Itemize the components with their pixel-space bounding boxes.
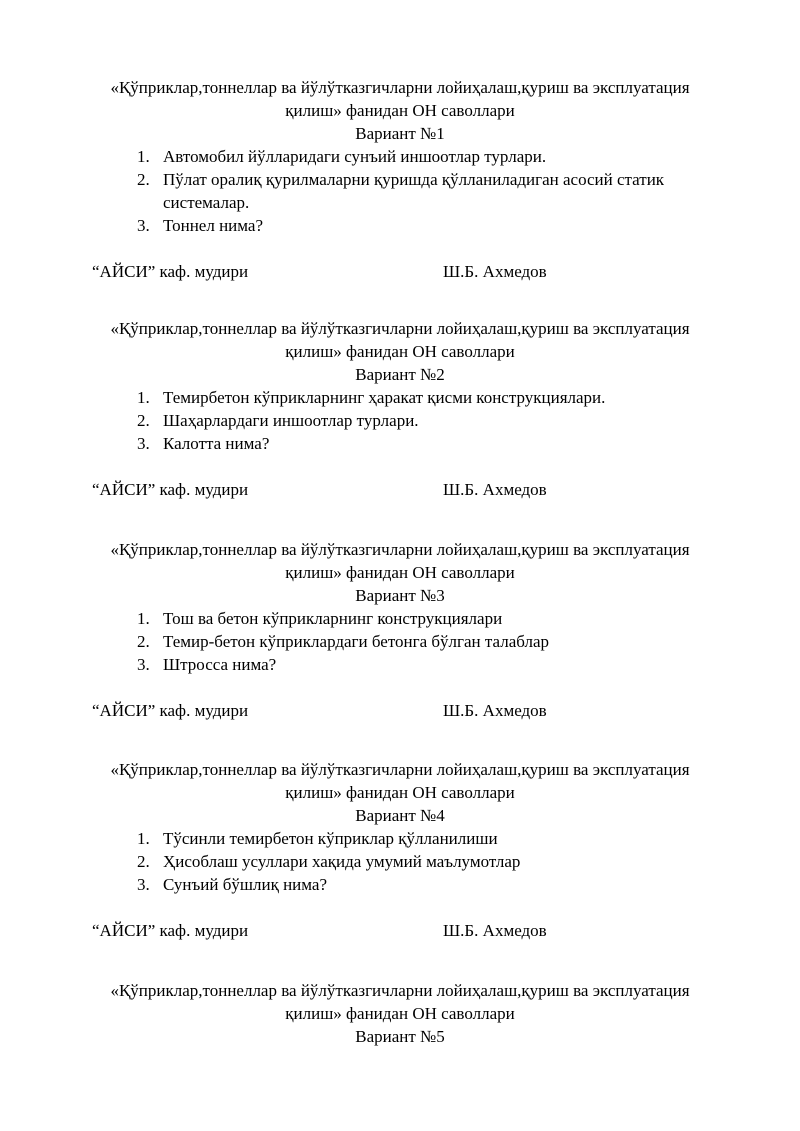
question-item [0,850,800,873]
question-text: Ҳисоблаш усуллари хақида умумий маълумотлар [163,852,521,871]
question-number: 1. [137,147,150,166]
variant-label: Вариант №5 [355,1027,445,1046]
variant-2 [0,317,800,501]
question-item [0,630,800,653]
question-number: 3. [137,875,150,894]
signature-name: Ш.Б. Ахмедов [443,480,547,499]
question-text: Пўлат оралиқ қурилмаларни қуришда қўлланиладиган асосий статик системалар. [163,170,665,212]
question-number: 2. [137,852,150,871]
course-title-line2: қилиш» фанидан ОН саволлари [285,783,515,802]
question-item [0,409,800,432]
question-text: Тўсинли темирбетон кўприклар қўлланилиши [163,829,498,848]
course-title-line1: «Қўприклар,тоннеллар ва йўлўтказгичларни лойиҳалаш,қуриш ва эксплуатация [110,78,690,97]
variant-4-heading [0,758,800,827]
variant-5 [0,979,800,1048]
question-item [0,653,800,676]
question-number: 2. [137,170,150,189]
question-number: 1. [137,829,150,848]
question-number: 3. [137,434,150,453]
signature-name: Ш.Б. Ахмедов [443,921,547,940]
question-list [0,827,800,896]
variant-5-heading [0,979,800,1048]
variant-4 [0,758,800,942]
course-title-line2: қилиш» фанидан ОН саволлари [285,1004,515,1023]
question-item [0,168,800,214]
signature-line [0,260,800,283]
question-text: Шаҳарлардаги иншоотлар турлари. [163,411,419,430]
signature-line [0,478,800,501]
question-number: 1. [137,609,150,628]
question-text: Темирбетон кўприкларнинг ҳаракат қисми конструкциялари. [163,388,606,407]
question-text: Тоннел нима? [163,216,264,235]
variant-label: Вариант №3 [355,586,445,605]
signature-position: “АЙСИ” каф. мудири [92,921,249,940]
question-item [0,145,800,168]
signature-name: Ш.Б. Ахмедов [443,262,547,281]
course-title-line1: «Қўприклар,тоннеллар ва йўлўтказгичларни лойиҳалаш,қуриш ва эксплуатация [110,540,690,559]
course-title-line2: қилиш» фанидан ОН саволлари [285,342,515,361]
question-item [0,873,800,896]
question-text: Тош ва бетон кўприкларнинг конструкциялари [163,609,503,628]
question-number: 2. [137,632,150,651]
question-item [0,827,800,850]
question-item [0,386,800,409]
question-number: 1. [137,388,150,407]
question-item [0,432,800,455]
question-number: 3. [137,655,150,674]
variant-label: Вариант №1 [355,124,445,143]
question-text: Штросса нима? [163,655,277,674]
course-title-line1: «Қўприклар,тоннеллар ва йўлўтказгичларни лойиҳалаш,қуриш ва эксплуатация [110,760,690,779]
course-title-line2: қилиш» фанидан ОН саволлари [285,101,515,120]
question-number: 3. [137,216,150,235]
variant-3-heading [0,538,800,607]
signature-position: “АЙСИ” каф. мудири [92,262,249,281]
variant-label: Вариант №2 [355,365,445,384]
question-text: Сунъий бўшлиқ нима? [163,875,328,894]
signature-position: “АЙСИ” каф. мудири [92,701,249,720]
variant-1 [0,76,800,283]
question-text: Темир-бетон кўприклардаги бетонга бўлган талаблар [163,632,550,651]
question-list [0,145,800,237]
question-item [0,607,800,630]
course-title-line2: қилиш» фанидан ОН саволлари [285,563,515,582]
question-text: Калотта нима? [163,434,270,453]
variant-1-heading [0,76,800,145]
signature-line [0,919,800,942]
variant-label: Вариант №4 [355,806,445,825]
variant-3 [0,538,800,722]
signature-position: “АЙСИ” каф. мудири [92,480,249,499]
question-number: 2. [137,411,150,430]
course-title-line1: «Қўприклар,тоннеллар ва йўлўтказгичларни лойиҳалаш,қуриш ва эксплуатация [110,981,690,1000]
signature-line [0,699,800,722]
signature-name: Ш.Б. Ахмедов [443,701,547,720]
question-item [0,214,800,237]
question-list [0,607,800,676]
course-title-line1: «Қўприклар,тоннеллар ва йўлўтказгичларни лойиҳалаш,қуриш ва эксплуатация [110,319,690,338]
question-text: Автомобил йўлларидаги сунъий иншоотлар турлари. [163,147,547,166]
question-list [0,386,800,455]
variant-2-heading [0,317,800,386]
